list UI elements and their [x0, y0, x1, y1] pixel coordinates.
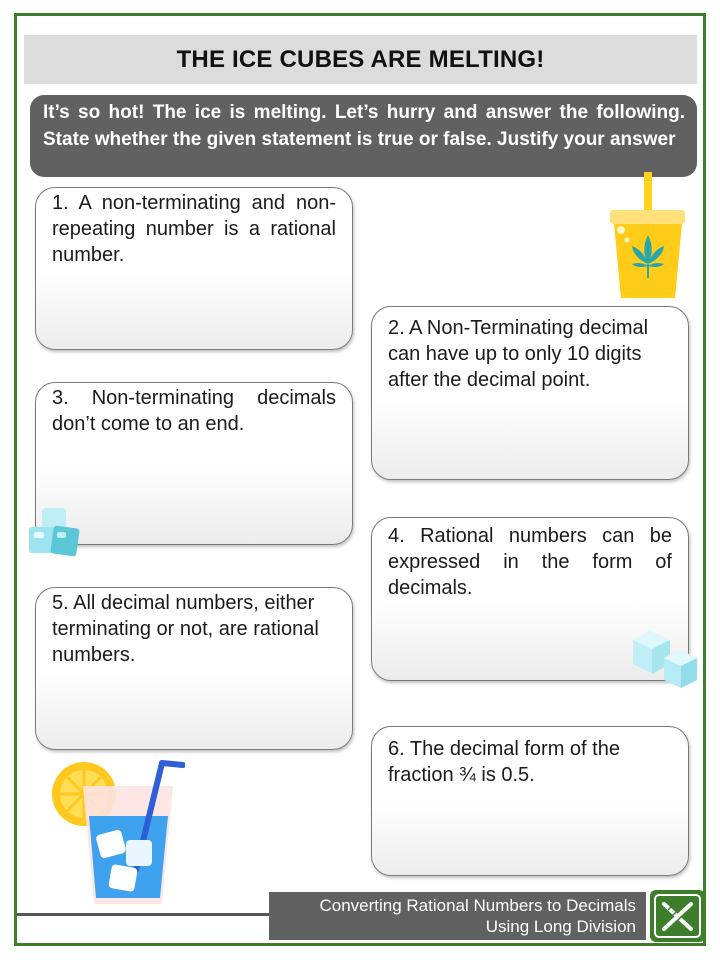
- question-text-6: 6. The decimal form of the fraction ¾ is 0.5.: [388, 738, 620, 786]
- question-box-1[interactable]: [35, 187, 353, 350]
- question-text-5: 5. All decimal numbers, either terminating or not, are rational numbers.: [52, 592, 319, 666]
- footer-divider: [17, 913, 271, 916]
- yellow-drink-icon: [605, 170, 691, 302]
- question-box-5[interactable]: [35, 587, 353, 750]
- footer-topic: [269, 892, 646, 940]
- question-box-6[interactable]: [371, 726, 689, 876]
- question-box-3[interactable]: [35, 382, 353, 545]
- question-text-4: 4. Rational numbers can be expressed in the form of decimals.: [388, 525, 672, 599]
- footer-topic-line2: Using Long Division: [485, 917, 636, 936]
- question-text-1: 1. A non-terminating and non-repeating number is a rational number.: [52, 192, 336, 266]
- instructions-banner: [30, 95, 697, 177]
- worksheet-title-text: THE ICE CUBES ARE MELTING!: [176, 45, 545, 73]
- ice-cubes-icon: [630, 628, 700, 690]
- lemon-drink-icon: [50, 758, 185, 908]
- ice-cubes-icon: [26, 505, 82, 559]
- question-text-3: 3. Non-terminating decimals don’t come to an end.: [52, 387, 336, 435]
- instructions-text: It’s so hot! The ice is melting. Let’s hurry and answer the following. State whether the given statement is true or false. Justify your answer: [43, 102, 685, 150]
- worksheet-title: [24, 35, 697, 84]
- brand-logo: [650, 890, 705, 942]
- question-text-2: 2. A Non-Terminating decimal can have up to only 10 digits after the decimal point.: [388, 317, 649, 391]
- pencil-ruler-icon: [650, 890, 705, 942]
- question-box-2[interactable]: [371, 306, 689, 480]
- footer-topic-line1: Converting Rational Numbers to Decimals: [319, 896, 636, 915]
